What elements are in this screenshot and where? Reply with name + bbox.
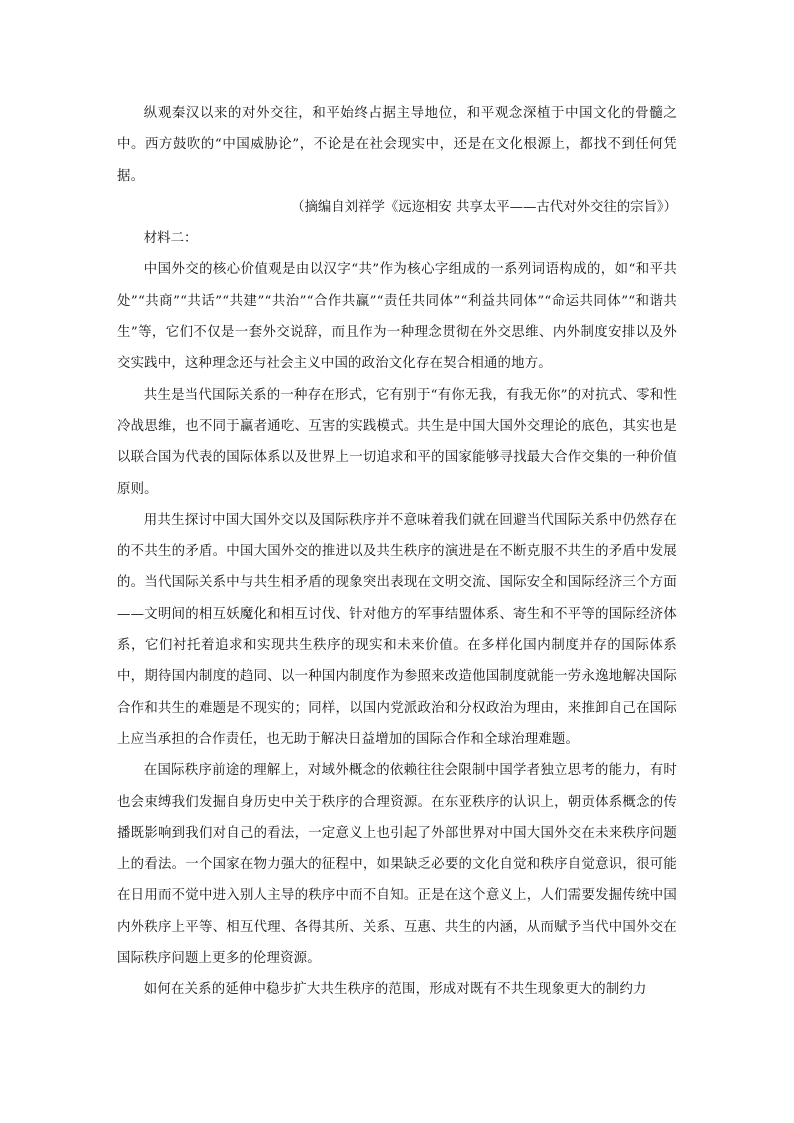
paragraph-symbiosis: 共生是当代国际关系的一种存在形式，它有别于“有你无我，有我无你”的对抗式、零和性冷战思维，也不同于赢者通吃、互害的实践模式。共生是中国大国外交理论的底色，其实也是以联合国为代表的国际体系以及世界上一切追求和平的国家能够寻找最大合作交集的一种价值原则。 [117, 387, 677, 497]
paragraph-expanding-order: 如何在关系的延伸中稳步扩大共生秩序的范围，形成对既有不共生现象更大的制约力 [143, 982, 647, 998]
material-two-heading: 材料二： [143, 231, 198, 247]
paragraph-core-values: 中国外交的核心价值观是由以汉字“共”作为核心字组成的一系列词语构成的，如“和平共处”“共商”“共话”“共建”“共治”“合作共赢”“责任共同体”“利益共同体”“命运共同体”“和谐共生”等，它们不仅是一套外交说辞，而且作为一种理念贯彻在外交思维、内外制度安排以及外交实践中，这种理念还与社会主义中国的政治文化存在契合相通的地方。 [117, 262, 677, 372]
paragraph-peace-tradition: 纵观秦汉以来的对外交往，和平始终占据主导地位，和平观念深植于中国文化的骨髓之中。西方鼓吹的“中国威胁论”，不论是在社会现实中，还是在文化根源上，都找不到任何凭据。 [117, 106, 677, 184]
paragraph-international-order: 在国际秩序前途的理解上，对域外概念的依赖往往会限制中国学者独立思考的能力，有时也会束缚我们发掘自身历史中关于秩序的合理资源。在东亚秩序的认识上，朝贡体系概念的传播既影响到我们对自己的看法，一定意义上也引起了外部世界对中国大国外交在未来秩序问题上的看法。一个国家在物力强大的征程中，如果缺乏必要的文化自觉和秩序自觉意识，很可能在日用而不觉中进入别人主导的秩序中而不自知。正是在这个意义上，人们需要发掘传统中国内外秩序上平等、相互代理、各得其所、关系、互惠、共生的内涵，从而赋予当代中国外交在国际秩序问题上更多的伦理资源。 [117, 763, 677, 967]
source-citation: （摘编自刘祥学《远迩相安 共享太平——古代对外交往的宗旨》） [291, 199, 677, 215]
paragraph-contradictions: 用共生探讨中国大国外交以及国际秩序并不意味着我们就在回避当代国际关系中仍然存在的不共生的矛盾。中国大国外交的推进以及共生秩序的演进是在不断克服不共生的矛盾中发展的。当代国际关系中与共生相矛盾的现象突出表现在文明交流、国际安全和国际经济三个方面——文明间的相互妖魔化和相互讨伐、针对他方的军事结盟体系、寄生和不平等的国际经济体系，它们衬托着追求和实现共生秩序的现实和未来价值。在多样化国内制度并存的国际体系中，期待国内制度的趋同、以一种国内制度作为参照来改造他国制度就能一劳永逸地解决国际合作和共生的难题是不现实的；同样，以国内党派政治和分权政治为理由，来推卸自己在国际上应当承担的合作责任，也无助于解决日益增加的国际合作和全球治理难题。 [117, 512, 677, 747]
document-body [117, 98, 677, 1006]
